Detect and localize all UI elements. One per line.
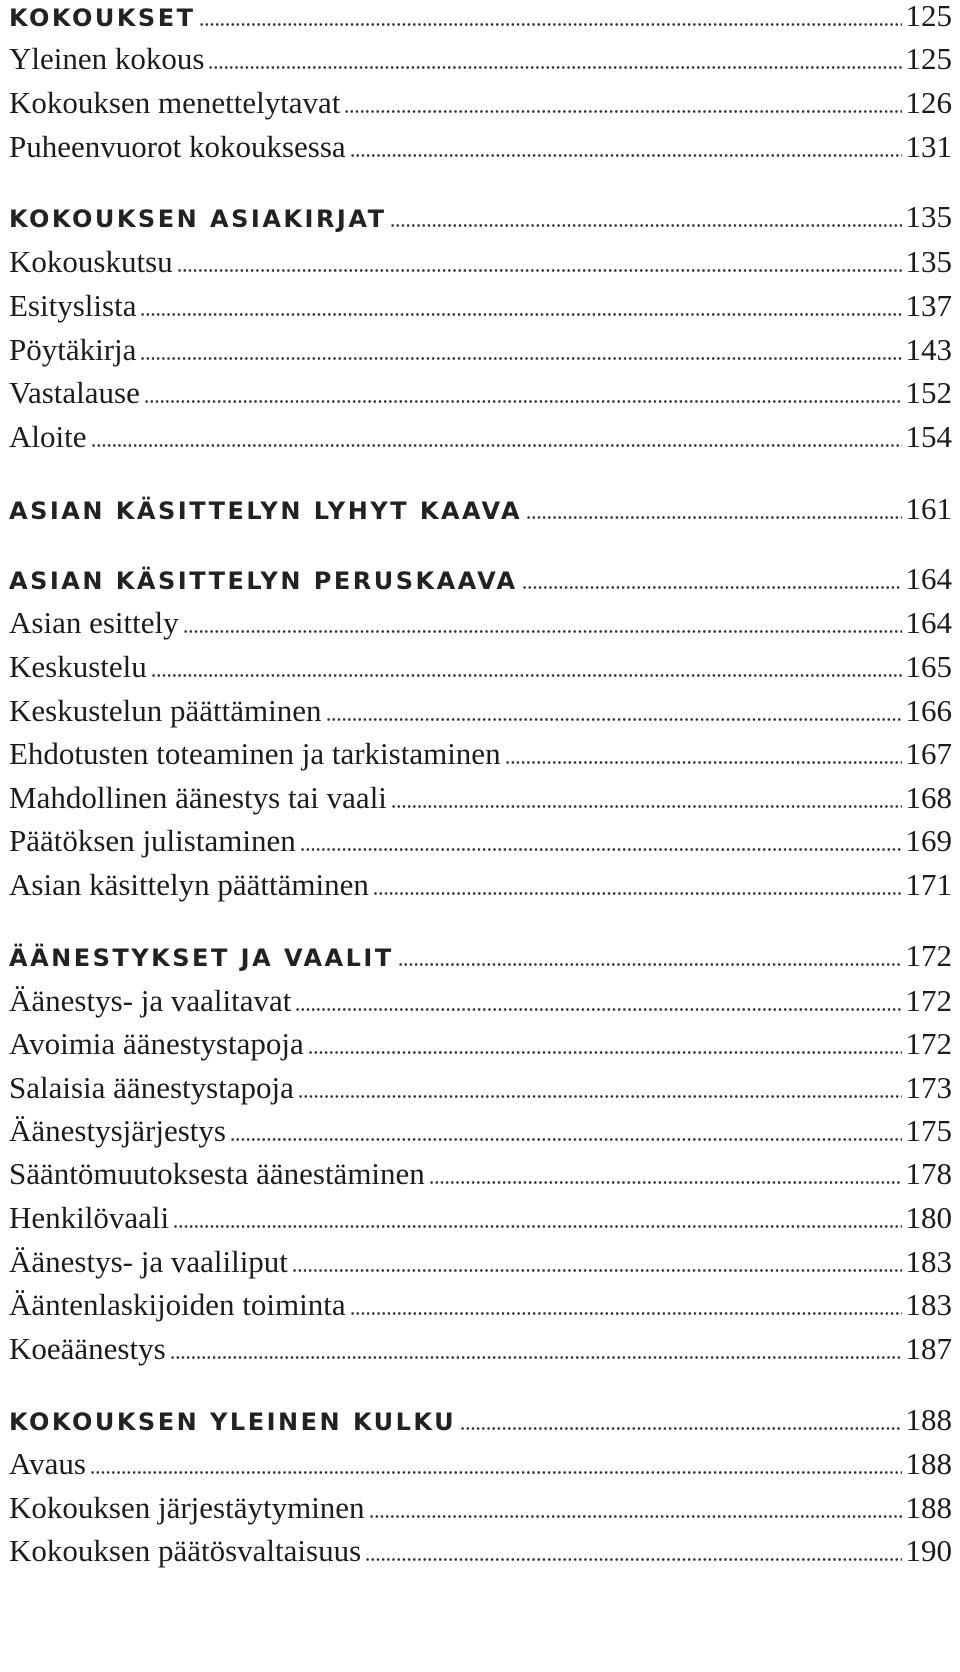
dot-leader [90, 1471, 902, 1474]
page-number: 164 [905, 605, 952, 640]
entry-title: Päätöksen julistaminen [9, 823, 296, 858]
page-number: 173 [905, 1070, 952, 1105]
page-number: 126 [905, 85, 952, 120]
dot-leader [208, 66, 901, 69]
dot-leader [300, 848, 902, 851]
page-number: 125 [905, 41, 952, 76]
entry-title: Ääntenlaskijoiden toiminta [9, 1287, 346, 1322]
section-title: KOKOUKSEN YLEINEN KULKU [9, 1408, 457, 1436]
toc-entry[interactable] [9, 1485, 952, 1531]
entry-title: Koeäänestys [9, 1331, 166, 1366]
dot-leader [326, 718, 902, 721]
page-number: 187 [905, 1331, 952, 1366]
page-number: 178 [905, 1156, 952, 1191]
entry-title: Yleinen kokous [9, 41, 205, 76]
dot-leader [170, 1356, 902, 1359]
entry-title: Sääntömuutoksesta äänestäminen [9, 1156, 425, 1191]
entry-title: Esityslista [9, 288, 137, 323]
toc-section-heading[interactable] [9, 0, 952, 39]
toc-entry[interactable] [9, 1441, 952, 1487]
page-number: 154 [905, 419, 952, 454]
entry-title: Avoimia äänestystapoja [9, 1026, 304, 1061]
entry-title: Kokouksen päätösvaltaisuus [9, 1533, 362, 1568]
page-number: 143 [905, 332, 952, 367]
dot-leader [350, 1312, 902, 1315]
page-number: 183 [905, 1287, 952, 1322]
dot-leader [173, 1225, 901, 1228]
dot-leader [344, 110, 901, 113]
entry-title: Kokouskutsu [9, 244, 173, 279]
page-number: 168 [905, 780, 952, 815]
section-title: KOKOUKSEN ASIAKIRJAT [9, 205, 387, 233]
dot-leader [398, 963, 902, 966]
page-number: 172 [905, 983, 952, 1018]
section-title: KOKOUKSET [9, 4, 196, 32]
toc-entry[interactable] [9, 818, 952, 864]
page-number: 135 [905, 199, 952, 234]
dot-leader [522, 586, 902, 589]
toc-entry[interactable] [9, 1151, 952, 1197]
entry-title: Henkilövaali [9, 1200, 170, 1235]
entry-title: Äänestys- ja vaaliliput [9, 1244, 288, 1279]
entry-title: Keskustelu [9, 649, 147, 684]
dot-leader [183, 630, 902, 633]
dot-leader [308, 1051, 902, 1054]
page-number: 152 [905, 375, 952, 410]
page-number: 180 [905, 1200, 952, 1235]
toc-section-heading[interactable] [9, 486, 952, 532]
dot-leader [460, 1427, 901, 1430]
entry-title: Puheenvuorot kokouksessa [9, 129, 346, 164]
dot-leader [292, 1269, 902, 1272]
toc-entry[interactable] [9, 239, 952, 285]
toc-entry[interactable] [9, 1528, 952, 1574]
dot-leader [505, 761, 902, 764]
toc-section-heading[interactable] [9, 556, 952, 602]
dot-leader [369, 1515, 902, 1518]
entry-title: Avaus [9, 1446, 86, 1481]
entry-title: Ehdotusten toteaminen ja tarkistaminen [9, 736, 501, 771]
entry-title: Kokouksen järjestäytyminen [9, 1490, 365, 1525]
page-number: 169 [905, 823, 952, 858]
toc-section-heading[interactable] [9, 1397, 952, 1443]
entry-title: Äänestys- ja vaalitavat [9, 983, 292, 1018]
page-number: 188 [905, 1402, 952, 1437]
page-number: 190 [905, 1533, 952, 1568]
page-number: 188 [905, 1446, 952, 1481]
dot-leader [144, 400, 902, 403]
toc-entry[interactable] [9, 327, 952, 373]
toc-entry[interactable] [9, 978, 952, 1024]
dot-leader [429, 1181, 902, 1184]
toc-entry[interactable] [9, 1108, 952, 1154]
dot-leader [298, 1095, 902, 1098]
dot-leader [230, 1138, 902, 1141]
page-number: 125 [905, 0, 952, 33]
entry-title: Keskustelun päättäminen [9, 693, 322, 728]
toc-entry[interactable] [9, 862, 952, 908]
toc-entry[interactable] [9, 36, 952, 82]
toc-entry[interactable] [9, 80, 952, 126]
page-number: 167 [905, 736, 952, 771]
dot-leader [140, 313, 901, 316]
dot-leader [350, 154, 902, 157]
section-title: ASIAN KÄSITTELYN LYHYT KAAVA [9, 497, 523, 525]
dot-leader [91, 444, 902, 447]
dot-leader [373, 892, 902, 895]
toc-entry[interactable] [9, 1282, 952, 1328]
entry-title: Aloite [9, 419, 87, 454]
page-number: 164 [905, 561, 952, 596]
page-number: 135 [905, 244, 952, 279]
page-number: 131 [905, 129, 952, 164]
page-number: 137 [905, 288, 952, 323]
page-number: 171 [905, 867, 952, 902]
toc-entry[interactable] [9, 644, 952, 690]
page-number: 166 [905, 693, 952, 728]
toc-section-heading[interactable] [9, 933, 952, 979]
toc-entry[interactable] [9, 1195, 952, 1241]
toc-entry[interactable] [9, 731, 952, 777]
toc-section-heading[interactable] [9, 194, 952, 240]
toc-entry[interactable] [9, 1326, 952, 1372]
section-title: ASIAN KÄSITTELYN PERUSKAAVA [9, 567, 518, 595]
entry-title: Asian esittely [9, 605, 179, 640]
page-number: 165 [905, 649, 952, 684]
dot-leader [390, 224, 901, 227]
toc-entry[interactable] [9, 1065, 952, 1111]
entry-title: Pöytäkirja [9, 332, 137, 367]
toc-entry[interactable] [9, 124, 952, 170]
toc-entry[interactable] [9, 600, 952, 646]
dot-leader [151, 674, 902, 677]
entry-title: Mahdollinen äänestys tai vaali [9, 780, 387, 815]
toc-entry[interactable] [9, 1021, 952, 1067]
page-number: 172 [905, 938, 952, 973]
dot-leader [295, 1008, 901, 1011]
toc-entry[interactable] [9, 775, 952, 821]
page-number: 175 [905, 1113, 952, 1148]
entry-title: Vastalause [9, 375, 140, 410]
page-number: 183 [905, 1244, 952, 1279]
dot-leader [199, 23, 901, 26]
entry-title: Äänestysjärjestys [9, 1113, 226, 1148]
dot-leader [365, 1558, 901, 1561]
entry-title: Salaisia äänestystapoja [9, 1070, 294, 1105]
toc-entry[interactable] [9, 1239, 952, 1285]
page-number: 172 [905, 1026, 952, 1061]
entry-title: Asian käsittelyn päättäminen [9, 867, 369, 902]
entry-title: Kokouksen menettelytavat [9, 85, 341, 120]
toc-entry[interactable] [9, 688, 952, 734]
toc-entry[interactable] [9, 370, 952, 416]
dot-leader [140, 357, 901, 360]
dot-leader [177, 269, 902, 272]
page-number: 161 [905, 491, 952, 526]
dot-leader [526, 516, 901, 519]
dot-leader [391, 805, 902, 808]
toc-entry[interactable] [9, 283, 952, 329]
toc-entry[interactable] [9, 414, 952, 460]
page-number: 188 [905, 1490, 952, 1525]
section-title: ÄÄNESTYKSET JA VAALIT [9, 944, 394, 972]
